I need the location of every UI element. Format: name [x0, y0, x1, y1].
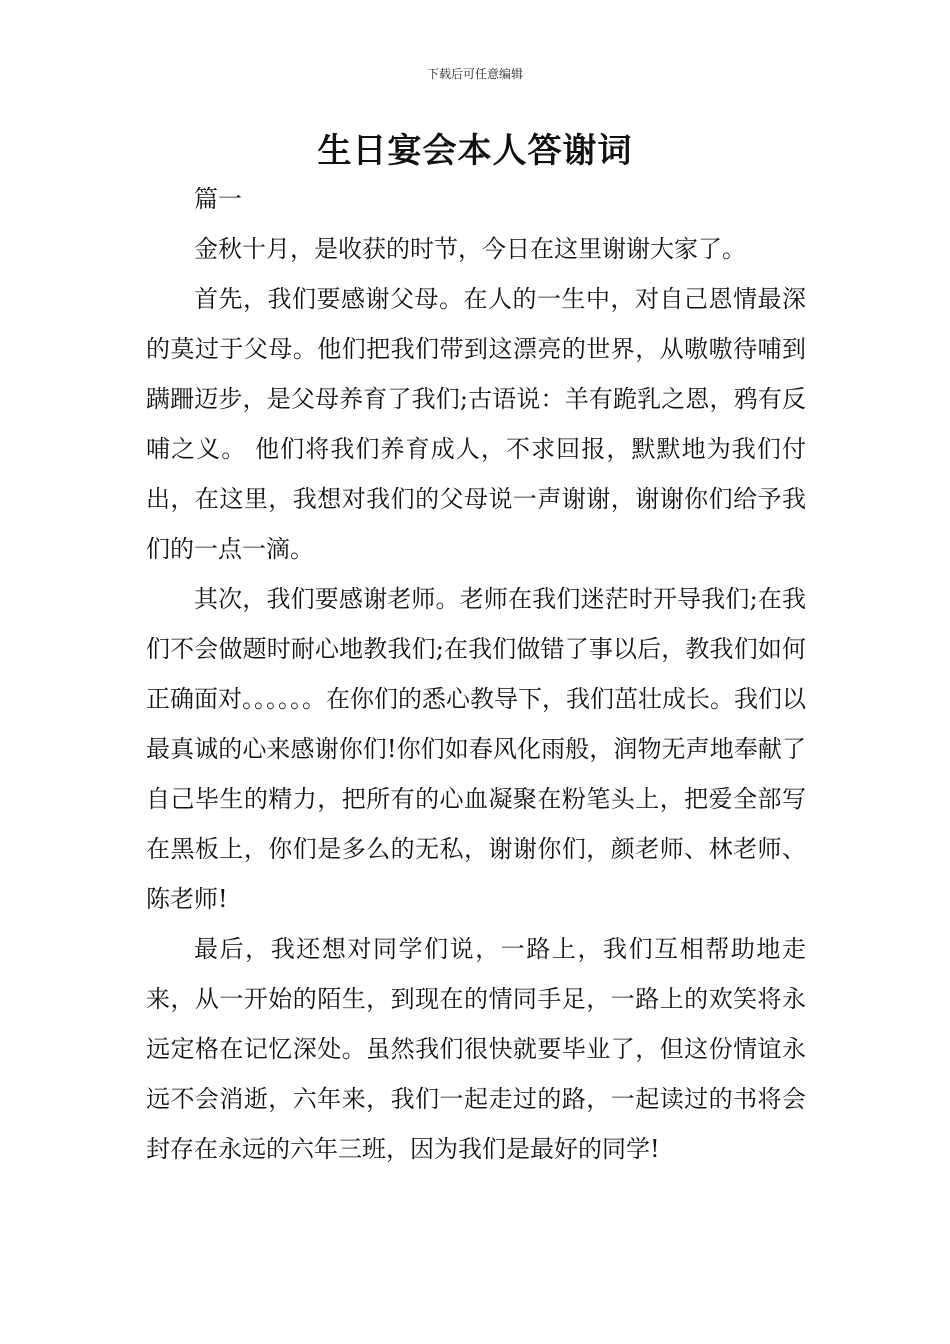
document-title: 生日宴会本人答谢词: [317, 131, 633, 171]
paragraph-thank-teachers: 其次，我们要感谢老师。老师在我们迷茫时开导我们;在我们不会做题时耐心地教我们;在我们做错了事以后，教我们如何正确面对。。。。。。在你们的悉心教导下，我们茁壮成长。我们以最真诚的心来感谢你们!你们如春风化雨般，润物无声地奉献了自己毕生的精力，把所有的心血凝聚在粉笔头上，把爱全部写在黑板上，你们是多么的无私，谢谢你们，颜老师、林老师、陈老师!: [146, 585, 806, 913]
document-body: [146, 174, 806, 1174]
section-label: 篇一: [194, 185, 242, 213]
header-note: 下载后可任意编辑: [426, 67, 523, 81]
paragraph-opening: 金秋十月，是收获的时节，今日在这里谢谢大家了。: [194, 235, 746, 263]
paragraph-thank-classmates: 最后，我还想对同学们说，一路上，我们互相帮助地走来，从一开始的陌生，到现在的情同手足，一路上的欢笑将永远定格在记忆深处。虽然我们很快就要毕业了，但这份情谊永远不会消逝，六年来，我们一起走过的路，一起读过的书将会封存在永远的六年三班，因为我们是最好的同学!: [146, 935, 806, 1163]
paragraph-thank-parents: 首先，我们要感谢父母。在人的一生中，对自己恩情最深的莫过于父母。他们把我们带到这漂亮的世界，从嗷嗷待哺到蹒跚迈步，是父母养育了我们;古语说：羊有跪乳之恩，鸦有反哺之义。 他们将我们养育成人，不求回报，默默地为我们付出，在这里，我想对我们的父母说一声谢谢，谢谢你们给予我们的一点一滴。: [146, 285, 806, 563]
